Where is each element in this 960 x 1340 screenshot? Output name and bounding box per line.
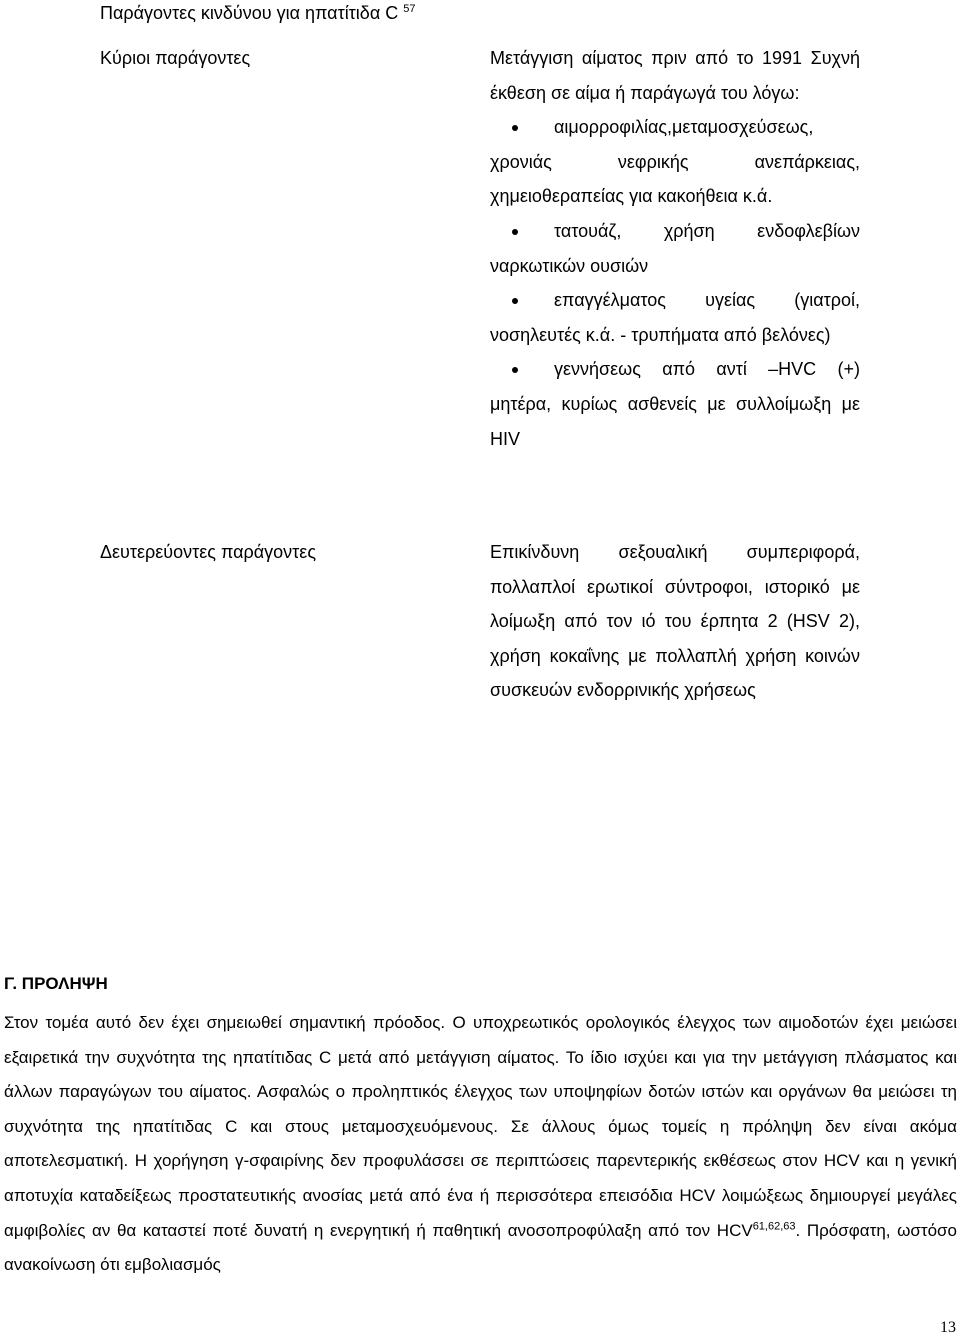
bullet-icon: [512, 125, 518, 131]
section-heading-prevention: Γ. ΠΡΟΛΗΨΗ: [4, 974, 108, 993]
list-item: [490, 214, 860, 283]
primary-factors-content: [490, 41, 860, 456]
page-title: [100, 2, 416, 24]
list-item-text: γεννήσεως από αντί –HVC (+) μητέρα, κυρίως ασθενείς με συλλοίμωξη με HIV: [490, 359, 860, 449]
title-reference: 57: [403, 3, 416, 15]
prevention-paragraph-text: Στον τομέα αυτό δεν έχει σημειωθεί σημαντική πρόοδος. Ο υποχρεωτικός ορολογικός έλεγχος των αιμοδοτών έχει μειώσει εξαιρετικά την συχνότητα της ηπατίτιδας C μετά από μετάγγιση αίματος. Το ίδιο ισχύει και για την μετάγγιση πλάσματος και άλλων παραγώγων του αίματος. Ασφαλώς ο προληπτικός έλεγχος των υποψηφίων δοτών ιστών και οργάνων θα μειώσει τη συχνότητα της ηπατίτιδας C και στους μεταμοσχευόμενους. Σε άλλους όμως τομείς η πρόληψη δεν είναι ακόμα αποτελεσματική. Η χορήγηση γ-σφαιρίνης δεν προφυλάσσει σε περιπτώσεις παρεντερικής εκθέσεως στον HCV και η γενική αποτυχία καταδείξεως προστατευτικής ανοσίας μετά από ένα ή περισσότερα επεισόδια HCV λοιμώξεως δημιουργεί μεγάλες αμφιβολίες αν θα καταστεί ποτέ δυνατή η ενεργητική ή παθητική ανοσοπροφύλαξη από τον HCV: [4, 1013, 957, 1240]
list-item: [490, 283, 860, 352]
citation-reference: 61,62,63: [752, 1219, 796, 1232]
primary-factors-list: [490, 110, 860, 456]
page-title-text: Παράγοντες κινδύνου για ηπατίτιδα C: [100, 3, 399, 23]
prevention-paragraph: [4, 1006, 957, 1283]
secondary-factors-text: Επικίνδυνη σεξουαλική συμπεριφορά, πολλαπλοί ερωτικοί σύντροφοι, ιστορικό με λοίμωξη από τον ιό του έρπητα 2 (HSV 2), χρήση κοκαΐνης με πολλαπλή χρήση κοινών συσκευών ενδορρινικής χρήσεως: [490, 542, 860, 701]
primary-factors-label: Κύριοι παράγοντες: [100, 48, 251, 68]
list-item: [490, 110, 860, 214]
bullet-icon: [512, 229, 518, 235]
secondary-factors-label: Δευτερεύοντες παράγοντες: [100, 542, 316, 562]
bullet-icon: [512, 298, 518, 304]
list-item-text: αιμορροφιλίας,μεταμοσχεύσεως, χρονιάς νεφρικής ανεπάρκειας, χημειοθεραπείας για κακοήθεια κ.ά.: [490, 117, 860, 207]
bullet-icon: [512, 367, 518, 373]
prevention-paragraph-continuation: . Πρόσφατη, ωστόσο ανακοίνωση ότι εμβολιασμός: [4, 1220, 957, 1275]
list-item: [490, 352, 860, 456]
list-item-text: επαγγέλματος υγείας (γιατροί, νοσηλευτές κ.ά. - τρυπήματα από βελόνες): [490, 290, 860, 345]
secondary-factors-content: [490, 535, 860, 708]
primary-factors-intro: Μετάγγιση αίματος πριν από το 1991 Συχνή έκθεση σε αίμα ή παράγωγά του λόγω:: [490, 48, 860, 103]
page-number: 13: [940, 1319, 956, 1336]
list-item-text: τατουάζ, χρήση ενδοφλεβίων ναρκωτικών ουσιών: [490, 220, 860, 276]
